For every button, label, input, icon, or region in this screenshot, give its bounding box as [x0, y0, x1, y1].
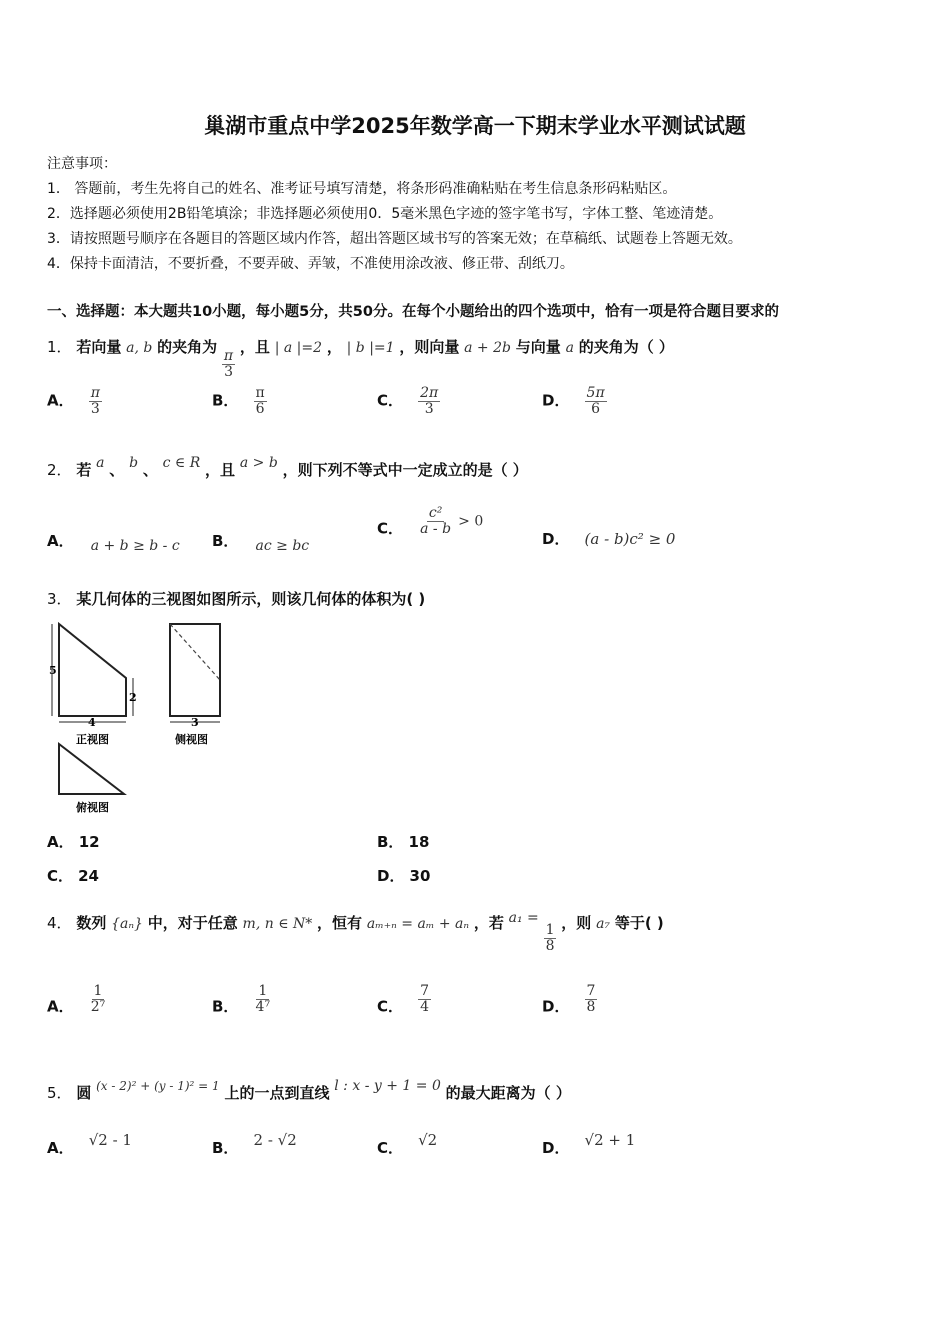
- option-fraction: [585, 984, 598, 1014]
- front-view-shape: [59, 624, 126, 716]
- dim-label-5: 5: [49, 664, 57, 677]
- option-fraction: [418, 386, 440, 416]
- fraction-denominator: 3: [224, 363, 233, 380]
- option-label: C．: [47, 867, 74, 885]
- side-view-shape: [170, 624, 220, 716]
- q4-math: m, n ∈ N*: [242, 916, 313, 932]
- option-label: D．: [377, 867, 405, 885]
- option-label: B．: [212, 532, 239, 550]
- q1-math: a: [565, 340, 574, 356]
- fraction-numerator: 7: [420, 983, 430, 999]
- q1-option-a[interactable]: [47, 386, 102, 416]
- q1-text: 与向量: [515, 338, 561, 356]
- question-number: 3．: [47, 590, 72, 608]
- fraction-denominator: 6: [255, 400, 265, 417]
- q5-text: 圆: [76, 1084, 92, 1102]
- q1-math: a + 2b: [464, 340, 511, 356]
- section-heading: 一、选择题：本大题共10小题，每小题5分，共50分。在每个小题给出的四个选项中，恰有一项是符合题目要求的: [47, 304, 779, 320]
- q1-option-c[interactable]: [377, 386, 440, 416]
- fraction-numerator: c²: [428, 505, 443, 521]
- three-view-figure: [44, 618, 234, 818]
- option-label: B．: [212, 391, 239, 410]
- option-label: C．: [377, 519, 404, 538]
- q5-option-b[interactable]: [212, 1130, 297, 1158]
- fraction-numerator: 1: [545, 922, 555, 938]
- question-3: [47, 588, 425, 609]
- fraction-denominator: 6: [591, 400, 601, 417]
- q5-option-a[interactable]: [47, 1130, 132, 1158]
- q4-option-a[interactable]: [47, 984, 107, 1017]
- option-fraction: [418, 984, 431, 1014]
- q1-text: ，: [326, 338, 342, 356]
- q3-option-a[interactable]: [47, 831, 100, 852]
- option-label: B．: [212, 1139, 239, 1157]
- q1-option-d[interactable]: [542, 386, 607, 416]
- q4-text: 等于( ): [614, 914, 664, 932]
- q5-text: 的最大距离为（ ）: [445, 1084, 571, 1102]
- q1-text: ，则向量: [399, 338, 460, 356]
- q5-option-d[interactable]: [542, 1130, 635, 1158]
- fraction-denominator: 3: [90, 400, 100, 417]
- fraction-numerator: 7: [586, 983, 596, 999]
- q2-option-b[interactable]: [212, 530, 309, 554]
- q4-text: 数列: [76, 914, 107, 932]
- fraction-denominator: 4⁷: [255, 998, 271, 1015]
- dim-label-3: 3: [191, 716, 199, 729]
- fraction-numerator: π: [90, 385, 100, 401]
- q5-option-c[interactable]: [377, 1130, 437, 1158]
- q3-option-c[interactable]: [47, 865, 99, 886]
- q5-math: l : x - y + 1 = 0: [334, 1078, 441, 1094]
- note-item: 1． 答题前，考生先将自己的姓名、准考证号填写清楚，将条形码准确粘贴在考生信息条形码粘贴区。: [47, 181, 677, 197]
- q1-math: a, b: [126, 340, 153, 356]
- option-fraction: [418, 506, 453, 536]
- top-view-label: 俯视图: [76, 801, 109, 814]
- option-label: C．: [377, 997, 404, 1016]
- option-label: D．: [542, 391, 570, 410]
- option-label: B．: [212, 997, 239, 1016]
- fraction-denominator: 3: [424, 400, 434, 417]
- note-item: 4．保持卡面清洁，不要折叠，不要弄破、弄皱，不准使用涂改液、修正带、刮纸刀。: [47, 256, 574, 272]
- q1-text: ，且: [239, 338, 270, 356]
- option-value: 24: [78, 867, 99, 885]
- dim-label-4: 4: [88, 716, 96, 729]
- question-number: 5．: [47, 1084, 72, 1102]
- q2-math: c ∈ R: [162, 455, 201, 471]
- q3-text: 某几何体的三视图如图所示，则该几何体的体积为( ): [76, 590, 426, 608]
- option-math: 2 - √2: [253, 1131, 297, 1149]
- q3-option-d[interactable]: [377, 865, 430, 886]
- fraction-numerator: 2π: [420, 385, 439, 401]
- q4-option-d[interactable]: [542, 984, 597, 1017]
- option-label: D．: [542, 1139, 570, 1157]
- fraction-numerator: π: [255, 385, 265, 401]
- option-math: √2 + 1: [584, 1131, 636, 1149]
- question-4: [47, 910, 664, 953]
- q1-text: 的夹角为: [157, 338, 218, 356]
- q2-text: ，则下列不等式中一定成立的是（ ）: [282, 461, 528, 479]
- question-number: 4．: [47, 914, 72, 932]
- q2-text: 若: [76, 461, 92, 479]
- q2-math: a: [96, 455, 105, 471]
- q2-option-c[interactable]: [377, 506, 483, 539]
- hidden-edge-line: [170, 624, 220, 680]
- q4-option-b[interactable]: [212, 984, 272, 1017]
- question-number: 1．: [47, 338, 72, 356]
- option-label: D．: [542, 997, 570, 1016]
- question-1: [47, 336, 674, 379]
- option-value: 12: [78, 833, 100, 851]
- q2-text: 、: [142, 461, 158, 479]
- option-math: √2 - 1: [88, 1131, 132, 1149]
- option-label: A．: [47, 997, 74, 1016]
- option-fraction: [89, 386, 102, 416]
- q3-option-b[interactable]: [377, 831, 429, 852]
- question-2: [47, 455, 528, 480]
- q2-math: b: [129, 455, 139, 471]
- q1-angle-fraction: [222, 349, 235, 379]
- fraction-numerator: 5π: [586, 385, 605, 401]
- option-label: A．: [47, 833, 74, 851]
- question-5: [47, 1078, 571, 1103]
- option-math: √2: [418, 1131, 438, 1149]
- option-math: > 0: [458, 513, 484, 530]
- q4-math: {aₙ}: [111, 916, 143, 932]
- q4-fraction: [544, 923, 557, 953]
- option-fraction: [254, 984, 273, 1014]
- option-label: B．: [377, 833, 404, 851]
- q2-math: a > b: [239, 455, 278, 471]
- q4-text: ，则: [561, 914, 592, 932]
- option-label: A．: [47, 532, 74, 550]
- option-fraction: [254, 386, 267, 416]
- option-math: a + b ≥ b - c: [90, 538, 180, 554]
- notes-heading: 注意事项：: [47, 156, 117, 172]
- fraction-denominator: 4: [420, 998, 430, 1015]
- q2-option-d[interactable]: [542, 528, 675, 549]
- q5-text: 上的一点到直线: [224, 1084, 330, 1102]
- fraction-numerator: 1: [258, 983, 268, 999]
- front-view-label: 正视图: [76, 733, 109, 746]
- q1-option-b[interactable]: [212, 386, 267, 416]
- fraction-denominator: 8: [545, 937, 555, 954]
- note-item: 3．请按照题号顺序在各题目的答题区域内作答，超出答题区域书写的答案无效；在草稿纸、试题卷上答题无效。: [47, 231, 742, 247]
- option-value: 30: [409, 867, 431, 885]
- option-fraction: [585, 386, 607, 416]
- q1-text: 若向量: [76, 338, 122, 356]
- note-item: 2．选择题必须使用2B铅笔填涂；非选择题必须使用0．5毫米黑色字迹的签字笔书写，字体工整、笔迹清楚。: [47, 206, 723, 222]
- q4-math: aₘ₊ₙ = aₘ + aₙ: [366, 916, 470, 932]
- q1-math: | b |=1: [346, 340, 395, 356]
- q1-math: | a |=2: [274, 340, 323, 356]
- top-view-shape: [59, 744, 124, 794]
- option-value: 18: [408, 833, 430, 851]
- option-math: ac ≥ bc: [255, 538, 310, 554]
- q4-math: a₁ =: [508, 910, 539, 926]
- q1-text: 的夹角为（ ）: [578, 338, 674, 356]
- q5-math: (x - 2)² + (y - 1)² = 1: [96, 1079, 220, 1093]
- q2-option-a[interactable]: [47, 530, 180, 554]
- fraction-denominator: 8: [586, 998, 596, 1015]
- q4-text: 中，对于任意: [147, 914, 238, 932]
- q4-text: ，恒有: [317, 914, 363, 932]
- q4-option-c[interactable]: [377, 984, 431, 1017]
- q4-math: a₇: [596, 916, 611, 932]
- q2-text: 、: [109, 461, 125, 479]
- page-title: 巢湖市重点中学2025年数学高一下期末学业水平测试试题: [204, 114, 746, 138]
- fraction-numerator: π: [223, 348, 234, 364]
- option-label: A．: [47, 391, 74, 410]
- option-label: D．: [542, 530, 570, 548]
- option-fraction: [89, 984, 108, 1014]
- fraction-denominator: 2⁷: [90, 998, 106, 1015]
- q4-text: ，若: [473, 914, 504, 932]
- q2-text: ，且: [205, 461, 236, 479]
- question-number: 2．: [47, 461, 72, 479]
- fraction-denominator: a - b: [420, 520, 452, 537]
- option-math: (a - b)c² ≥ 0: [584, 530, 676, 548]
- option-label: A．: [47, 1139, 74, 1157]
- fraction-numerator: 1: [93, 983, 103, 999]
- dim-label-2: 2: [129, 691, 137, 704]
- option-label: C．: [377, 391, 404, 410]
- side-view-label: 侧视图: [175, 733, 208, 746]
- option-label: C．: [377, 1139, 404, 1157]
